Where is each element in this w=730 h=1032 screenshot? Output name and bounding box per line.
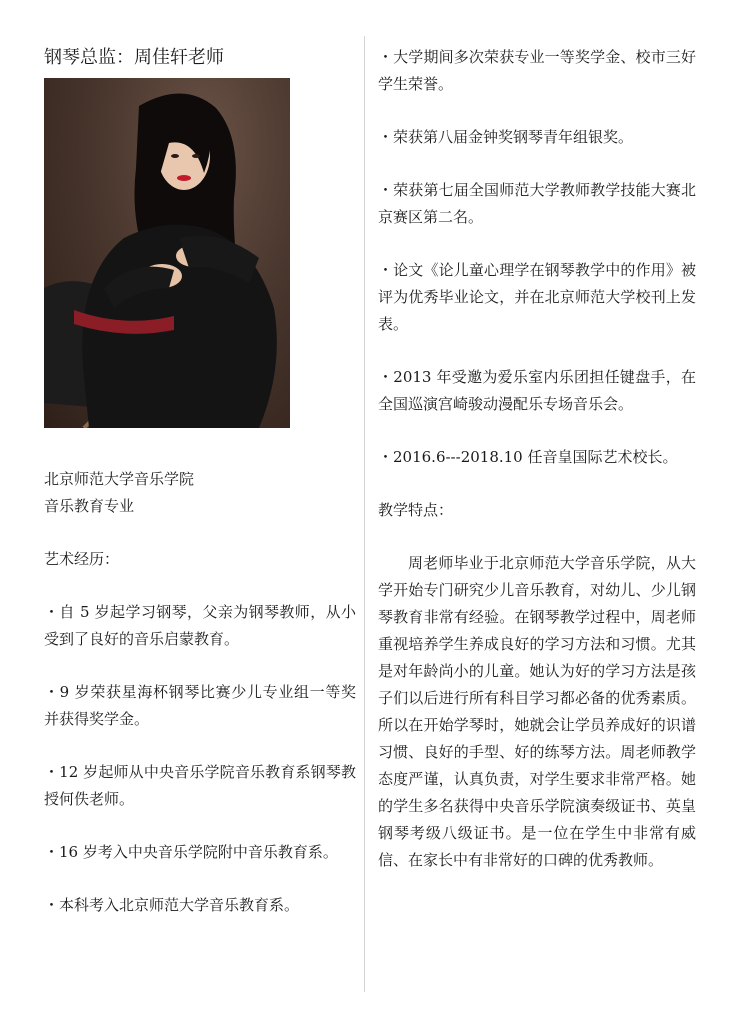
art-experience-heading: 艺术经历： <box>44 550 120 568</box>
art-experience-item: ・自 5 岁起学习钢琴，父亲为钢琴教师，从小受到了良好的音乐启蒙教育。 <box>44 603 356 648</box>
education-school: 北京师范大学音乐学院 <box>44 470 195 488</box>
teaching-heading: 教学特点： <box>378 501 454 519</box>
award-item: ・2016.6---2018.10 任音皇国际艺术校长。 <box>378 448 678 466</box>
award-item: ・大学期间多次荣获专业一等奖学金、校市三好学生荣誉。 <box>378 48 696 93</box>
award-item: ・荣获第七届全国师范大学教师教学技能大赛北京赛区第二名。 <box>378 181 696 226</box>
left-column <box>44 44 356 919</box>
lips-shape <box>177 175 191 181</box>
page-title: 钢琴总监：周佳轩老师 <box>44 47 224 68</box>
teacher-portrait-photo <box>44 78 290 428</box>
art-experience-item: ・9 岁荣获星海杯钢琴比赛少儿专业组一等奖并获得奖学金。 <box>44 683 356 728</box>
right-column <box>378 44 696 874</box>
column-divider <box>364 36 365 992</box>
portrait-illustration <box>44 78 290 428</box>
teaching-body: 周老师毕业于北京师范大学音乐学院，从大学开始专门研究少儿音乐教育，对幼儿、少儿钢琴教育非常有经验。在钢琴教学过程中，周老师重视培养学生养成良好的学习方法和习惯。尤其是对年龄尚小的儿童。她认为好的学习方法是孩子们以后进行所有科目学习都必备的优秀素质。所以在开始学琴时，她就会让学员养成好的识谱习惯、良好的手型、好的练琴方法。周老师教学态度严谨，认真负责，对学生要求非常严格。她的学生多名获得中央音乐学院演奏级证书、英皇钢琴考级八级证书。是一位在学生中非常有威信、在家长中有非常好的口碑的优秀教师。 <box>378 554 696 869</box>
award-item: ・论文《论儿童心理学在钢琴教学中的作用》被评为优秀毕业论文，并在北京师范大学校刊上发表。 <box>378 261 696 333</box>
art-experience-item: ・12 岁起师从中央音乐学院音乐教育系钢琴教授何佚老师。 <box>44 763 356 808</box>
award-item: ・荣获第八届金钟奖钢琴青年组银奖。 <box>378 128 634 146</box>
education-major: 音乐教育专业 <box>44 497 135 515</box>
art-experience-item: ・16 岁考入中央音乐学院附中音乐教育系。 <box>44 843 338 861</box>
award-item: ・2013 年受邀为爱乐室内乐团担任键盘手，在全国巡演宫崎骏动漫配乐专场音乐会。 <box>378 368 696 413</box>
art-experience-item: ・本科考入北京师范大学音乐教育系。 <box>44 896 300 914</box>
